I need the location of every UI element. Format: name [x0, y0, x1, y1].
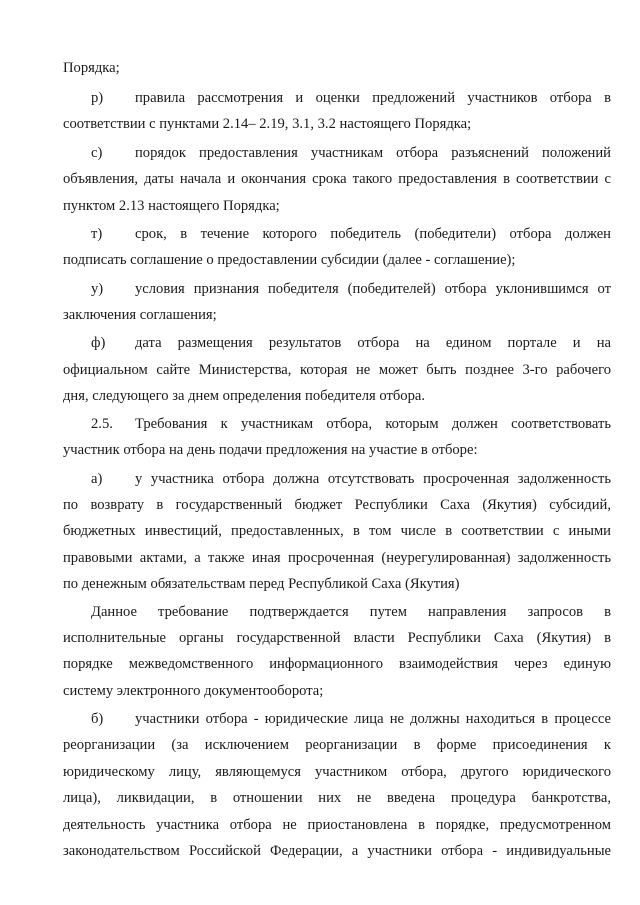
text-line: дня, следующего за днем определения победителя отбора.	[63, 388, 425, 404]
text-line: исполнительные органы государственной власти Республики Саха (Якутия) в	[63, 630, 611, 646]
text-line: условия признания победителя (победителей) отбора уклонившимся от	[135, 281, 611, 297]
text-line: участники отбора - юридические лица не должны находиться в процессе	[135, 711, 611, 727]
list-marker: ф)	[91, 335, 106, 351]
text-line: заключения соглашения;	[63, 307, 217, 323]
text-line: срок, в течение которого победитель (победители) отбора должен	[135, 226, 611, 242]
list-marker: а)	[91, 471, 103, 487]
list-marker: б)	[91, 711, 104, 727]
text-line: официальном сайте Министерства, которая не может быть позднее 3-го рабочего	[63, 362, 611, 378]
list-item-a	[91, 469, 611, 489]
list-marker: с)	[91, 145, 103, 161]
text-line: правовыми актами, а также иная просроченная (неурегулированная) задолженность	[63, 550, 611, 566]
text-line: порядке межведомственного информационного взаимодействия через единую	[63, 656, 611, 672]
text-line: соответствии с пунктами 2.14– 2.19, 3.1, 3.2 настоящего Порядка;	[63, 116, 472, 132]
text-line: деятельность участника отбора не приостановлена в порядке, предусмотренном	[63, 817, 611, 833]
text-line: реорганизации (за исключением реорганизации в форме присоединения к	[63, 737, 611, 753]
text-line: правила рассмотрения и оценки предложений участников отбора в	[135, 90, 611, 106]
list-item-u	[91, 279, 611, 299]
text-line: систему электронного документооборота;	[63, 683, 324, 699]
text-line: юридическому лицу, являющемуся участником отбора, другого юридического	[63, 764, 611, 780]
text-line: подписать соглашение о предоставлении субсидии (далее - соглашение);	[63, 252, 516, 268]
text-line: по возврату в государственный бюджет Республики Саха (Якутия) субсидий,	[63, 497, 611, 513]
list-item-f	[91, 333, 611, 353]
text-line: участник отбора на день подачи предложения на участие в отборе:	[63, 442, 478, 458]
list-item-b	[91, 709, 611, 729]
text-line: пунктом 2.13 настоящего Порядка;	[63, 198, 280, 214]
list-item-r	[91, 88, 611, 108]
section-number: 2.5.	[91, 416, 113, 432]
text-line: по денежным обязательствам перед Республикой Саха (Якутия)	[63, 576, 460, 592]
list-marker: р)	[91, 90, 104, 106]
text-line: лица), ликвидации, в отношении них не введена процедура банкротства,	[63, 790, 611, 806]
text-line: Данное требование подтверждается путем направления запросов в	[91, 604, 611, 620]
list-item-t	[91, 224, 611, 244]
text-line: дата размещения результатов отбора на едином портале и на	[135, 335, 611, 351]
text-line: Порядка;	[63, 60, 120, 76]
text-line: порядок предоставления участникам отбора разъяснений положений	[135, 145, 611, 161]
text-line: Требования к участникам отбора, которым должен соответствовать	[135, 416, 611, 432]
text-line: законодательством Российской Федерации, а участники отбора - индивидуальные	[63, 843, 611, 859]
text-line: объявления, даты начала и окончания срока такого предоставления в соответствии с	[63, 171, 611, 187]
list-marker: т)	[91, 226, 103, 242]
list-item-s	[91, 143, 611, 163]
list-marker: у)	[91, 281, 104, 297]
text-line: бюджетных инвестиций, предоставленных, в том числе в соответствии с иными	[63, 523, 611, 539]
text-line: у участника отбора должна отсутствовать просроченная задолженность	[135, 471, 611, 487]
section-2-5	[91, 414, 611, 434]
